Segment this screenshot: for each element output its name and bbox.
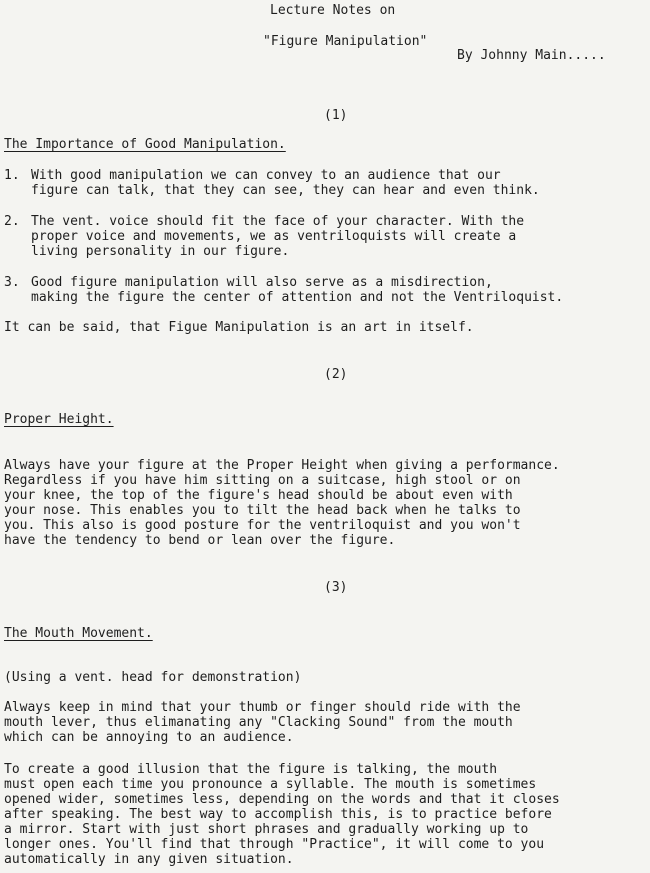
section-2-line-5: you. This also is good posture for the ventriloquist and you won't: [4, 518, 521, 533]
item-3-line-1: Good figure manipulation will also serve as a misdirection,: [31, 275, 493, 290]
section-2-line-1: Always have your figure at the Proper Height when giving a performance.: [4, 458, 560, 473]
section-2-line-2: Regardless if you have him sitting on a suitcase, high stool or on: [4, 473, 521, 488]
title-line-1: Lecture Notes on: [270, 3, 396, 18]
section-2-line-4: your nose. This enables you to tilt the head back when he talks to: [4, 503, 521, 518]
item-2-number: 2.: [4, 214, 20, 229]
byline: By Johnny Main.....: [457, 48, 606, 63]
section-3-heading: The Mouth Movement.: [4, 626, 153, 641]
section-3-para-2-line-2: must open each time you pronounce a syllable. The mouth is sometimes: [4, 777, 537, 792]
title-line-2: "Figure Manipulation": [263, 34, 428, 49]
section-3-para-1-line-2: mouth lever, thus elimanating any "Clacking Sound" from the mouth: [4, 715, 513, 730]
section-3-para-2-line-7: automatically in any given situation.: [4, 852, 294, 867]
section-3-para-2-line-5: a mirror. Start with just short phrases and gradually working up to: [4, 822, 529, 837]
section-1-number: (1): [324, 108, 348, 123]
section-2-number: (2): [324, 367, 348, 382]
section-3-para-2-line-1: To create a good illusion that the figure is talking, the mouth: [4, 762, 498, 777]
section-2-line-6: have the tendency to bend or lean over the figure.: [4, 533, 396, 548]
section-3-number: (3): [324, 580, 348, 595]
item-3-number: 3.: [4, 275, 20, 290]
item-1-line-1: With good manipulation we can convey to an audience that our: [31, 168, 501, 183]
item-1-line-2: figure can talk, that they can see, they can hear and even think.: [31, 183, 540, 198]
section-3-para-2-line-6: longer ones. You'll find that through "Practice", it will come to you: [4, 837, 545, 852]
item-3-line-2: making the figure the center of attention and not the Ventriloquist.: [31, 290, 564, 305]
section-3-para-1-line-1: Always keep in mind that your thumb or finger should ride with the: [4, 700, 521, 715]
section-3-para-1-line-3: which can be annoying to an audience.: [4, 730, 294, 745]
section-3-para-2-line-4: after speaking. The best way to accomplish this, is to practice before: [4, 807, 552, 822]
section-2-line-3: your knee, the top of the figure's head should be about even with: [4, 488, 513, 503]
section-2-heading: Proper Height.: [4, 412, 114, 427]
item-2-line-2: proper voice and movements, we as ventriloquists will create a: [31, 229, 517, 244]
item-1-number: 1.: [4, 168, 20, 183]
item-2-line-1: The vent. voice should fit the face of your character. With the: [31, 214, 525, 229]
section-1-closing: It can be said, that Figue Manipulation is an art in itself.: [4, 320, 474, 335]
section-1-heading: The Importance of Good Manipulation.: [4, 137, 286, 152]
section-3-note: (Using a vent. head for demonstration): [4, 670, 302, 685]
section-3-para-2-line-3: opened wider, sometimes less, depending on the words and that it closes: [4, 792, 560, 807]
item-2-line-3: living personality in our figure.: [31, 244, 290, 259]
